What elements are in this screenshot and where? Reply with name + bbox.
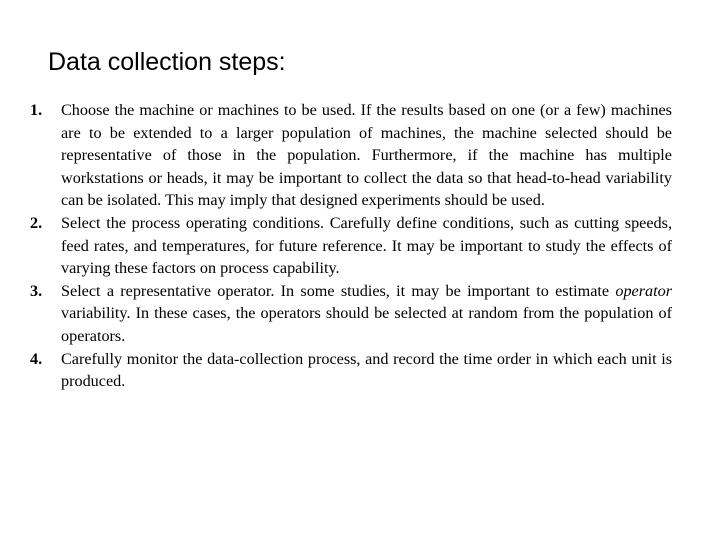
slide-title: Data collection steps: xyxy=(48,48,286,76)
step-text-part: Select a representative operator. In some studies, it may be important to estimate xyxy=(61,281,616,300)
step-number: 3. xyxy=(30,281,43,300)
step-text-italic: operator xyxy=(615,281,672,300)
step-item xyxy=(30,212,672,280)
step-text: Carefully monitor the data-collection process, and record the time order in which each unit is produced. xyxy=(61,349,672,391)
step-text: Choose the machine or machines to be used. If the results based on one (or a few) machines are to be extended to a larger population of machines, the machine selected should be representative of those in the population. Furthermore, if the machine has multiple workstations or heads, it may be important to collect the data so that head-to-head variability can be isolated. This may imply that designed experiments should be used. xyxy=(61,101,672,210)
step-text: Select the process operating conditions. Carefully define conditions, such as cutting speeds, feed rates, and temperatures, for future reference. It may be important to study the effects of varying these factors on process capability. xyxy=(61,213,672,278)
step-number: 1. xyxy=(30,101,43,119)
step-item xyxy=(30,348,672,393)
step-item xyxy=(30,99,672,212)
step-item xyxy=(30,280,672,348)
step-number: 4. xyxy=(30,349,43,368)
steps-list xyxy=(30,99,672,393)
step-text-part: variability. In these cases, the operators should be selected at random from the population of operators. xyxy=(61,304,672,345)
step-number: 2. xyxy=(30,213,43,232)
step-text xyxy=(61,280,672,348)
